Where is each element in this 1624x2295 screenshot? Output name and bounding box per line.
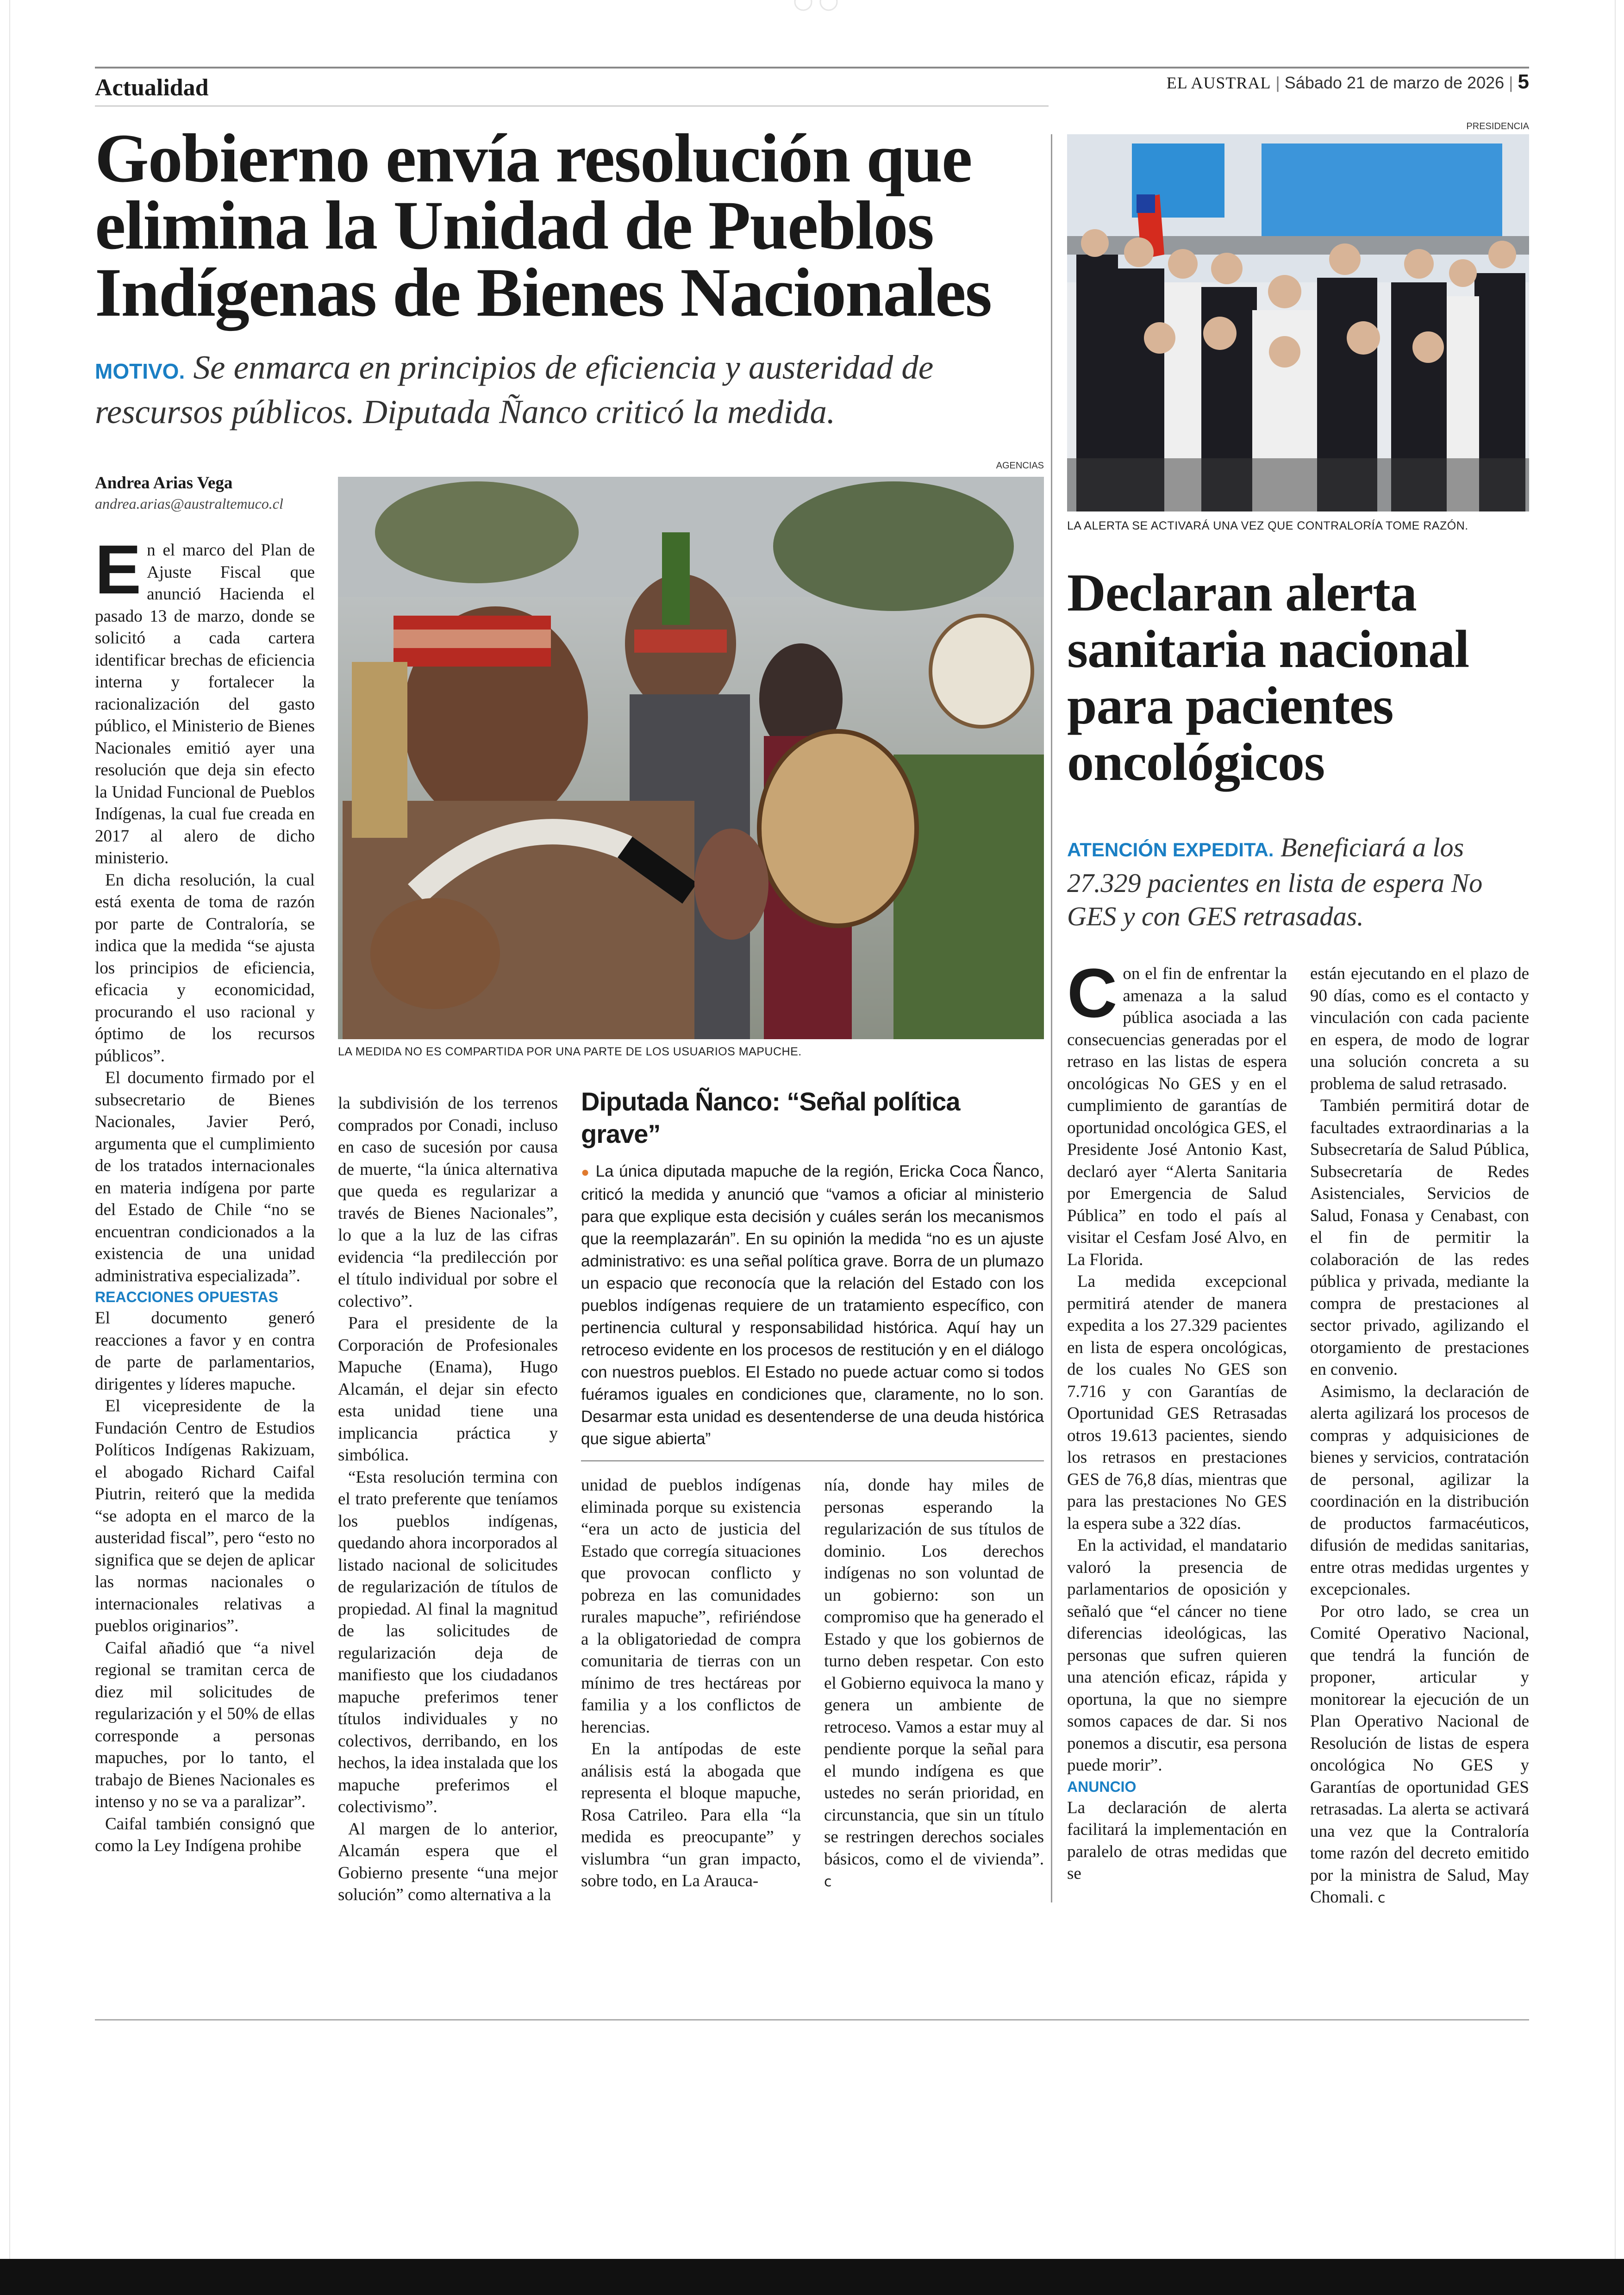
side-col2-para — [1310, 1601, 1529, 1909]
main-col4-text: nía, donde hay miles de personas esperando la regularización de sus títulos de dominio. Los derechos indígenas no son voluntad de un gobierno: son un compromiso que ha generado el Estado y que los gobiernos de turno deben respetar. Con esto el Gobierno equivoca la mano y genera un ambiente de retroceso. Vamos a estar muy al pendiente porque la señal para el mundo indígena es que ustedes no serán prioridad, en circunstancia, que sin un título se restringen derechos sociales básicos, como el de vivienda”. — [824, 1476, 1044, 1869]
mapuche-ceremony-photo — [338, 477, 1044, 1039]
main-col1-para: En dicha resolución, la cual está exenta de toma de razón por parte de Contraloría, se indica que la medida “se ajusta los principios de eficiencia, eficacia y economicidad, procurando el uso racional y óptimo de los recursos públicos”. — [95, 870, 315, 1066]
main-col2-para: “Esta resolución termina con el trato preferente que teníamos los pueblos indígenas, quedando ahora incorporados al listado nacional de solicitudes de regularización de títulos de propiedad. Al final la magnitud de las solicitudes de regularización deja de manifiesto que los ciudadanos mapuche preferimos tener títulos individuales y no colectivos, derribando, en los hechos, la idea instalada que los mapuche preferimos el colectivismo”. — [338, 1467, 558, 1816]
main-col-3 — [581, 1474, 801, 1892]
side-col1-para: En la actividad, el mandatario valoró la presencia de parlamentarios de oposición y señaló que “el cáncer no tiene diferencias ideológicas, las personas que sufren quieren una atención eficaz, rápida y oportuna, la que no siempre somos capaces de dar. Si nos ponemos a discutir, esa persona puede morir”. — [1067, 1536, 1287, 1775]
sidebar-box-body: La única diputada mapuche de la región, Ericka Coca Ñanco, criticó la medida y anunció que “vamos a oficiar al ministerio para que explique esta decisión y cuáles serán los mecanismos que la reemplazarán”. En su opinión la medida “no es un ajuste administrativo: es una señal política grave. Borra de un plumazo un espacio que reconocía que la relación del Estado con los pueblos indígenas requiere de un tratamiento específico, con pertinencia cultural y responsabilidad histórica. Aquí hay un retroceso evidente en los procesos de restitución y en el diálogo con nuestros pueblos. El Estado no puede actuar como si todos fuéramos iguales en condiciones que, claramente, no lo son. Desarmar esta unidad es desentenderse de una deuda histórica que sigue abierta” — [581, 1162, 1044, 1448]
sidebar-box-rule — [581, 1460, 1044, 1461]
side-col1b-para: La declaración de alerta facilitará la implementación en paralelo de otras medidas que se — [1067, 1798, 1287, 1883]
main-col3-para: En la antípodas de este análisis está la abogada que representa el bloque mapuche, Rosa Catrileo. Para ella “la medida es preocupante” y vislumbra “un gran impacto, sobre todo, en La Arauca- — [581, 1740, 801, 1890]
sidebar-box-text — [581, 1160, 1044, 1450]
section-label: Actualidad — [95, 75, 209, 101]
side-col1-text-0: on el fin de enfrentar la amenaza a la salud pública asociada a las consecuencias generadas por el retraso en las listas de espera oncológicas No GES y en el cumplimiento de garantías de oportunidad oncológica GES, el Presidente José Antonio Kast, declaró ayer “Alerta Sanitaria por Emergencia de Salud Pública” en todo el país al visitar el Cesfam José Alvo, en La Florida. — [1067, 964, 1287, 1269]
main-col2-para: Para el presidente de la Corporación de Profesionales Mapuche (Enama), Hugo Alcamán, el dejar sin efecto esta unidad tiene una implicancia práctica y simbólica. — [338, 1314, 558, 1465]
page-dots-icon — [782, 0, 843, 14]
author-name: Andrea Arias Vega — [95, 474, 233, 493]
side-photo-credit: PRESIDENCIA — [1466, 121, 1529, 131]
issue-date: Sábado 21 de marzo de 2026 — [1284, 73, 1505, 92]
side-deck-text: Beneficiará a los 27.329 pacientes en lista de espera No GES y con GES retrasadas. — [1067, 832, 1483, 931]
side-col2-para: están ejecutando en el plazo de 90 días, como es el contacto y vinculación con cada paciente en espera, de modo de lograr una solución concreta a su problema de salud retrasado. — [1310, 964, 1529, 1093]
side-deck-label: ATENCIÓN EXPEDITA. — [1067, 839, 1274, 861]
side-col1-para: La medida excepcional permitirá atender de manera expedita a los 27.329 pacientes en lista de espera oncológicas, de los cuales No GES son 7.716 y con Garantías de Oportunidad GES Retrasadas otros 19.613 pacientes, siendo los retrasos en prestaciones GES de 76,8 días, mientras que para las prestaciones No GES la espera sube a 322 días. — [1067, 1272, 1287, 1533]
officials-group-photo — [1067, 134, 1529, 511]
end-mark-icon: ϲ — [824, 1874, 832, 1890]
side-subhead-anuncio: ANUNCIO — [1067, 1778, 1137, 1795]
main-col-1 — [95, 530, 315, 1857]
deck-text: Se enmarca en principios de eficiencia y austeridad de rescursos públicos. Diputada Ñanco criticó la medida. — [95, 349, 934, 430]
main-col1b-para: El documento generó reacciones a favor y en contra de parte de parlamentarios, dirigentes y líderes mapuche. — [95, 1309, 315, 1394]
side-col2-para: También permitirá dotar de facultades extraordinarias a la Subsecretaría de Salud Pública, Subsecretaría de Redes Asistenciales, Servicios de Salud, Fonasa y Cenabast, con el fin de permitir la colaboración de las redes pública y privada, mediante la compra de prestaciones al sector privado, agilizando el otorgamiento de prestaciones en convenio. — [1310, 1096, 1529, 1379]
side-col1-para — [1067, 954, 1287, 1271]
main-photo-caption: LA MEDIDA NO ES COMPARTIDA POR UNA PARTE DE LOS USUARIOS MAPUCHE. — [338, 1045, 802, 1058]
main-subhead-reacciones: REACCIONES OPUESTAS — [95, 1289, 278, 1305]
main-col1-text-0: n el marco del Plan de Ajuste Fiscal que anunció Hacienda el pasado 13 de marzo, donde se solicitó a cada cartera identificar brechas de eficiencia interna y fortalecer la racionalización del gasto público, el Ministerio de Bienes Nacionales emitió ayer una resolución que deja sin efecto la Unidad Funcional de Pueblos Indígenas, la cual fue creada en 2017 al alero de dicho ministerio. — [95, 541, 315, 867]
main-col1b-para: El vicepresidente de la Fundación Centro de Estudios Políticos Indígenas Rakizuam, el abogado Richard Caifal Piutrin, reiteró que la medida “se adopta en el marco de la austeridad fiscal”, pero “esto no significa que se dejen de aplicar las normas nacionales o internacionales relativas a pueblos originarios”. — [95, 1397, 315, 1635]
main-photo — [338, 477, 1044, 1039]
bottom-bar — [0, 2259, 1624, 2295]
main-col1b-para: Caifal también consignó que como la Ley Indígena prohibe — [95, 1814, 315, 1855]
main-col-2 — [338, 1092, 558, 1906]
author-email: andrea.arias@australtemuco.cl — [95, 495, 283, 512]
side-drop-cap: C — [1067, 954, 1118, 1032]
article-divider — [1051, 134, 1052, 1902]
deck-label: MOTIVO. — [95, 359, 185, 383]
side-photo — [1067, 134, 1529, 511]
main-headline: Gobierno envía resolución que elimina la Unidad de Pueblos Indígenas de Bienes Nacionales — [95, 120, 992, 331]
main-col2-para: Al margen de lo anterior, Alcamán espera que el Gobierno presente “una mejor solución” como alternativa a la — [338, 1819, 558, 1904]
footer-rule — [95, 2019, 1529, 2021]
sidebar-box — [581, 1085, 1044, 1450]
bullet-icon: ● — [581, 1165, 591, 1180]
page-number: 5 — [1518, 70, 1529, 93]
main-col2-para: la subdivisión de los terrenos comprados por Conadi, incluso en caso de sucesión por causa de muerte, “la única alternativa que queda es regularizar a través de Bienes Nacionales”, lo que a la luz de las cifras evidencia “la predilección por el título individual por sobre el colectivo”. — [338, 1094, 558, 1311]
side-col-2 — [1310, 963, 1529, 1909]
side-col-1 — [1067, 954, 1287, 1885]
side-headline: Declaran alerta sanitaria nacional para pacientes oncológicos — [1067, 563, 1469, 792]
main-col3-para: unidad de pueblos indígenas eliminada porque su existencia “era un acto de justicia del Estado que corregía situaciones que provocan conflicto y pobreza en las comunidades rurales mapuche”, refiriéndose a la obligatoriedad de compra comunitaria de tierras con un mínimo de tres hectáreas por familia y a los conflictos de herencias. — [581, 1476, 801, 1737]
main-deck — [95, 347, 1058, 432]
side-deck — [1067, 831, 1529, 933]
side-photo-caption: LA ALERTA SE ACTIVARÁ UNA VEZ QUE CONTRALORÍA TOME RAZÓN. — [1067, 519, 1468, 532]
main-photo-credit: AGENCIAS — [996, 461, 1044, 471]
header-rule — [95, 67, 1529, 69]
main-col1-para: El documento firmado por el subsecretario de Bienes Nacionales, Javier Peró, argumenta que el cumplimiento de los tratados internacionales en materia indígena por parte del Estado de Chile “no se encuentran condicionados a la existencia de una unidad administrativa especializada”. — [95, 1068, 315, 1285]
side-col2-text-3: Por otro lado, se crea un Comité Operativo Nacional, que tendrá la función de proponer, articular y monitorear la ejecución de un Plan Operativo Nacional de Resolución de listas de espera oncológica No GES y Garantías de oportunidad GES retrasadas. La alerta se activará una vez que la Contraloría tome razón del decreto emitido por la ministra de Salud, May Chomali. — [1310, 1602, 1529, 1907]
main-col1b-para: Caifal añadió que “a nivel regional se tramitan cerca de diez mil solicitudes de regularización y el 50% de ellas corresponde a personas mapuches, por lo tanto, el trabajo de Bienes Nacionales es intenso y no se va a paralizar”. — [95, 1638, 315, 1811]
sidebar-box-title: Diputada Ñanco: “Señal política grave” — [581, 1087, 960, 1148]
side-end-mark-icon: ϲ — [1377, 1890, 1386, 1906]
left-page-edge — [9, 0, 10, 2259]
main-col-4 — [824, 1474, 1044, 1893]
top-page-indicator — [782, 0, 843, 14]
main-col1-para — [95, 530, 315, 869]
paper-name: EL AUSTRAL — [1166, 74, 1271, 92]
main-col4-para — [824, 1474, 1044, 1893]
right-page-edge — [1615, 0, 1616, 2259]
masthead-info: EL AUSTRAL | Sábado 21 de marzo de 2026 | 5 — [1166, 70, 1529, 93]
side-col2-para: Asimismo, la declaración de alerta agilizará los procesos de compras y adquisiciones de bienes y servicios, contratación de personal, agilizar la coordinación en la distribución de productos farmacéuticos, difusión de medidas sanitarias, entre otras medidas urgentes y excepcionales. — [1310, 1382, 1529, 1599]
drop-cap: E — [95, 530, 142, 608]
